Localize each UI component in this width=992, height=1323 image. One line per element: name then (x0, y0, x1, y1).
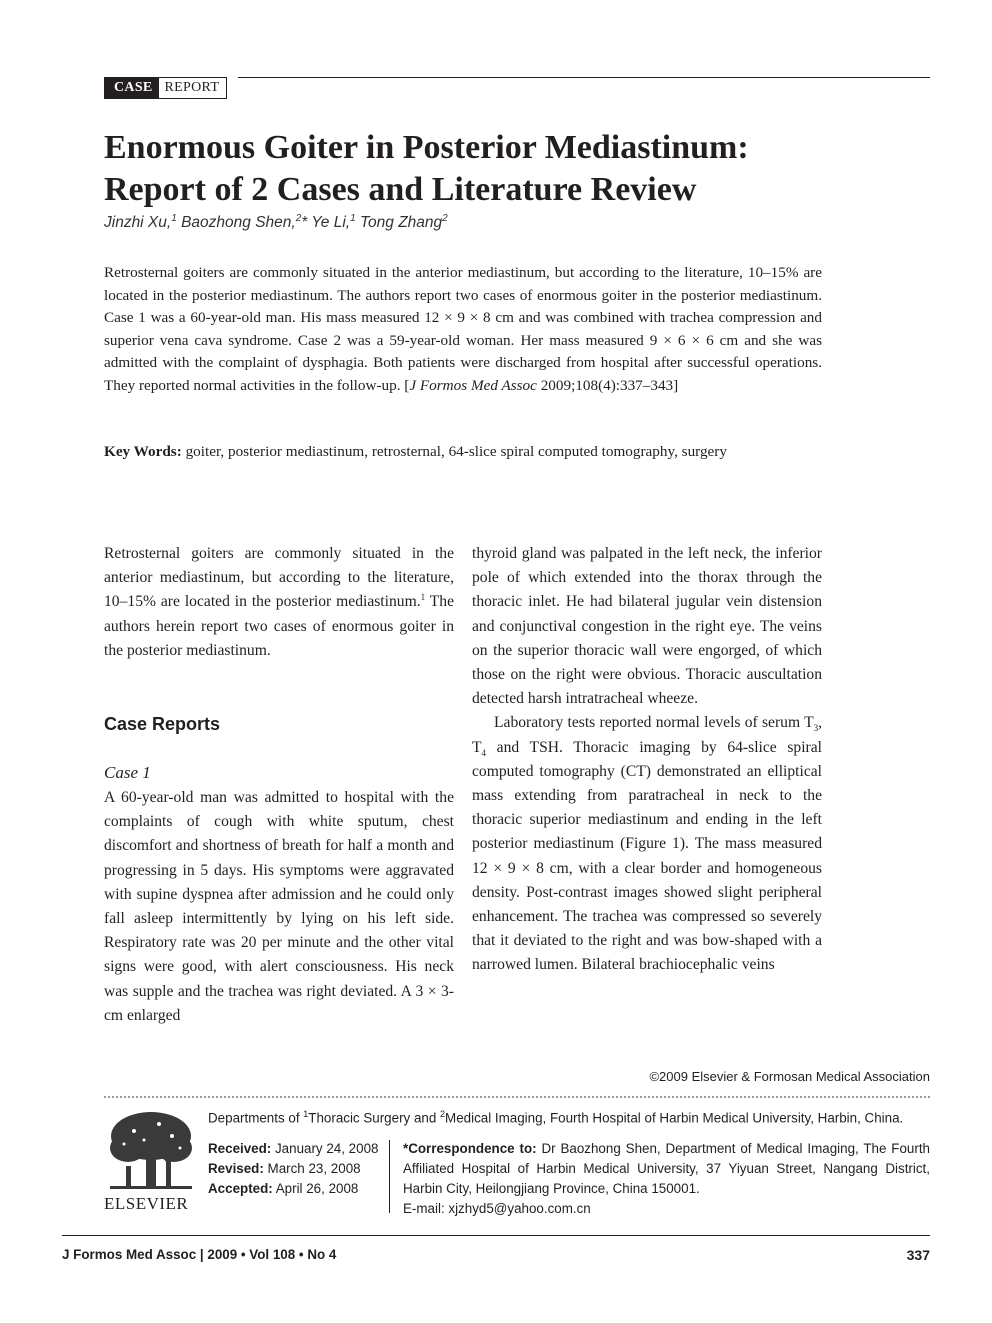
author-name: Tong Zhang (355, 214, 443, 232)
body-column-left (104, 542, 454, 1028)
page-number: 337 (906, 1247, 930, 1263)
keywords-text: goiter, posterior mediastinum, retrosternal, 64-slice spiral computed tomography, surgery (181, 443, 727, 460)
accepted-date: Accepted: April 26, 2008 (208, 1181, 359, 1196)
lab-paragraph: Laboratory tests reported normal levels of serum $T_3$, $T_4$ and TSH. Thoracic imaging by 64-slice spiral computed tomography (CT) demonstrated an elliptical mass extending from paratracheal in neck to the thoracic superior mediastinum and ending in the left posterior mediastinum (Figure 1). The mass measured 12 × 9 × 8 cm, with a clear border and homogeneous density. Post-contrast images showed slight peripheral enhancement. The trachea was compressed so severely that it deviated to the right and was bow-shaped with a narrowed lumen. Bilateral brachiocephalic veins (472, 714, 822, 974)
correspondence (403, 1139, 930, 1219)
author-affil: 1 (171, 213, 177, 224)
author-name: Jinzhi Xu, (104, 214, 172, 232)
publisher-wordmark: ELSEVIER (104, 1194, 189, 1213)
case1-paragraph-cont: thyroid gland was palpated in the left neck, the inferior pole of which extended into the thorax through the thoracic inlet. He had bilateral jugular vein distension and conjunctival congestion in the right eye. The veins on the superior thoracic wall were engorged, of which those on the right were obvious. Thoracic auscultation detected harsh intratracheal wheeze. (472, 545, 822, 708)
abstract-text: Retrosternal goiters are commonly situated in the anterior mediastinum, but according to the literature, 10–15% are located in the posterior mediastinum. The authors report two cases of enormous goiter in the posterior mediastinum. Case 1 was a 60-year-old man. His mass measured 12 × 9 × 8 cm and was combined with trachea compression and superior vena cava syndrome. Case 2 was a 59-year-old woman. Her mass measured 9 × 6 × 6 cm and she was admitted with the complaint of dysphagia. Both patients were discharged from hospital after successful operations. They reported normal activities in the follow-up. (104, 264, 822, 394)
correspondence-label: *Correspondence to: (403, 1141, 537, 1156)
author-affil: 2 (442, 213, 448, 224)
abstract (104, 262, 822, 398)
author-affil: 2 (295, 213, 302, 224)
copyright: ©2009 Elsevier & Formosan Medical Association (649, 1069, 930, 1084)
revised-date: Revised: March 23, 2008 (208, 1161, 361, 1176)
article-title (104, 127, 904, 211)
section-heading: Case Reports (104, 714, 221, 735)
keywords-label: Key Words: (104, 443, 182, 460)
footer-rule (62, 1235, 930, 1236)
author-list (104, 213, 448, 232)
article-type-tag (104, 77, 227, 99)
ref-marker[interactable]: 1 (420, 592, 426, 603)
journal-name: J Formos Med Assoc (409, 376, 537, 394)
correspondence-address: Dr Baozhong Shen, Department of Medical Imaging, The Fourth Affiliated Hospital of Harbin Medical University, 37 Yiyuan Street, Nangang District, Harbin City, Heilongjiang Province, China 150001. (403, 1141, 931, 1196)
case1-paragraph: A 60-year-old man was admitted to hospital with the complaints of cough with white sputum, chest discomfort and shortness of breath for half a month and progressing in 5 days. His symptoms were aggravated with supine dyspnea after admission and he could only fall asleep intermittently by lying on his left side. Respiratory rate was 20 per minute and the other vital signs were good, with alert consciousness. His neck was supple and the trachea was right deviated. A 3 × 3-cm enlarged (104, 789, 454, 1024)
article-dates (208, 1139, 378, 1199)
intro-paragraph: Retrosternal goiters are commonly situated in the anterior mediastinum, but according to the literature, 10–15% are located in the posterior mediastinum.$^1$ The authors herein report two cases of enormous goiter in the posterior mediastinum. (104, 545, 454, 659)
abstract-citation: [J Formos Med Assoc 2009;108(4):337–343] (404, 376, 679, 394)
author-name: * Ye Li, (301, 214, 351, 232)
dates-divider (389, 1140, 390, 1213)
tag-case: CASE (105, 78, 159, 98)
body-column-right (472, 542, 822, 978)
keywords (104, 443, 864, 461)
correspondence-email[interactable]: E-mail: xjzhyd5@yahoo.com.cn (403, 1201, 591, 1216)
header-rule (238, 77, 930, 78)
received-date: Received: January 24, 2008 (208, 1141, 379, 1156)
footer-divider (104, 1096, 930, 1098)
author-affil: 1 (350, 213, 356, 224)
journal-footer: J Formos Med Assoc | 2009 • Vol 108 • No 4 (62, 1247, 337, 1262)
affiliations: Departments of $^1$Thoracic Surgery and $^2$Medical Imaging, Fourth Hospital of Harbin Medical University, Harbin, China. (208, 1109, 904, 1126)
subsection-heading: Case 1 (104, 763, 151, 783)
tag-report: REPORT (164, 80, 220, 95)
author-name: Baozhong Shen, (176, 214, 296, 232)
title-line-1: Enormous Goiter in Posterior Mediastinum: (104, 129, 749, 166)
title-line-2: Report of 2 Cases and Literature Review (104, 171, 697, 208)
